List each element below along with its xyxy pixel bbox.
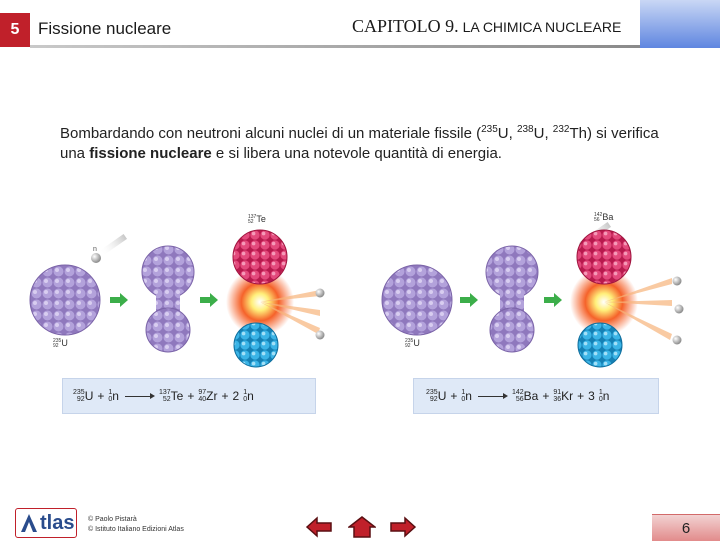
outgoing-neutron	[316, 289, 325, 298]
uranium-symbol: U	[61, 338, 68, 348]
product-nucleus-bottom	[234, 323, 278, 367]
eq-mass: 1	[243, 389, 248, 396]
product-top-mass: 142	[594, 211, 603, 218]
uranium-z: 92	[53, 342, 59, 349]
eq-term: Te	[170, 389, 184, 403]
equation-tellurium	[62, 378, 316, 414]
eq-plus: +	[221, 389, 229, 403]
eq-z: 52	[162, 396, 171, 403]
home-icon	[348, 516, 376, 538]
eq-term: n	[247, 389, 254, 403]
para-sup-3: 232	[552, 124, 570, 135]
eq-mass: 91	[553, 389, 562, 396]
eq-z: 92	[76, 396, 85, 403]
uranium-z: 92	[405, 342, 411, 349]
eq-plus: +	[187, 389, 195, 403]
eq-arrow	[125, 396, 153, 397]
eq-term: Ba	[523, 389, 539, 403]
eq-z: 92	[429, 396, 438, 403]
uranium-nucleus	[382, 265, 452, 335]
neutron-label-in: n	[93, 246, 97, 253]
para-bold: fissione nucleare	[89, 145, 212, 162]
eq-z: 0	[108, 396, 113, 403]
eq-plus: +	[577, 389, 585, 403]
reaction-arrow-1	[110, 293, 128, 307]
outgoing-neutron	[675, 305, 684, 314]
corner-decoration	[640, 0, 720, 48]
eq-plus: +	[97, 389, 105, 403]
eq-z: 40	[198, 396, 207, 403]
product-top-symbol: Te	[256, 214, 266, 224]
eq-plus: +	[450, 389, 458, 403]
copyright-line-1: © Paolo Pistarà	[88, 516, 137, 523]
eq-term: n	[112, 389, 119, 403]
para-text-5: e si libera una notevole quantità di energia.	[211, 145, 502, 162]
eq-mass: 235	[73, 389, 85, 396]
eq-z: 0	[461, 396, 466, 403]
eq-term: U	[437, 389, 447, 403]
eq-term: Kr	[561, 389, 574, 403]
chapter-heading	[352, 16, 621, 37]
eq-mass: 1	[461, 389, 466, 396]
section-number: 5	[10, 21, 20, 38]
eq-term: Zr	[206, 389, 218, 403]
deforming-nucleus-bottom	[490, 308, 534, 352]
reaction-arrow-2	[544, 293, 562, 307]
product-nucleus-top	[233, 230, 287, 284]
chapter-subtitle: LA CHIMICA NUCLEARE	[458, 19, 622, 35]
eq-z: 0	[598, 396, 603, 403]
copyright	[88, 515, 184, 535]
eq-term: U	[84, 389, 94, 403]
outgoing-neutron	[316, 331, 325, 340]
deforming-nucleus-top	[486, 246, 538, 298]
home-button[interactable]	[348, 516, 376, 538]
next-button[interactable]	[389, 516, 417, 538]
product-top-label	[248, 214, 266, 225]
previous-button[interactable]	[305, 516, 333, 538]
uranium-label	[53, 338, 68, 349]
deforming-nucleus-bottom	[146, 308, 190, 352]
eq-mass: 142	[511, 389, 524, 396]
outgoing-neutron	[673, 277, 682, 286]
copyright-line-2: © Istituto Italiano Edizioni Atlas	[88, 526, 184, 533]
intro-paragraph	[60, 120, 680, 164]
para-text-1: Bombardando con neutroni alcuni nuclei di un materiale fissile (	[60, 125, 482, 142]
uranium-mass: 235	[53, 337, 62, 344]
uranium-label	[405, 338, 420, 349]
eq-mass: 137	[158, 389, 171, 396]
eq-term: n	[465, 389, 472, 403]
section-title: Fissione nucleare	[38, 19, 172, 38]
outgoing-neutron	[673, 336, 682, 345]
eq-arrow	[478, 396, 506, 397]
product-top-symbol: Ba	[602, 212, 614, 222]
chapter-label: CAPITOLO 9.	[352, 16, 459, 36]
atlas-logo-icon	[20, 513, 38, 533]
page-number: 6	[652, 514, 720, 541]
equation-barium	[413, 378, 659, 414]
product-top-z: 56	[594, 216, 600, 223]
eq-term: n	[602, 389, 610, 403]
section-number-badge	[0, 13, 30, 47]
eq-z: 0	[243, 396, 248, 403]
para-text-3: U,	[533, 125, 553, 142]
eq-coefficient: 3	[588, 389, 595, 403]
product-nucleus-bottom	[578, 323, 622, 367]
eq-mass: 1	[108, 389, 113, 396]
eq-mass: 97	[198, 389, 207, 396]
eq-mass: 235	[426, 389, 438, 396]
para-text-2: U,	[497, 125, 517, 142]
uranium-symbol: U	[413, 338, 420, 348]
product-top-mass: 137	[248, 213, 257, 220]
eq-z: 56	[515, 396, 524, 403]
reaction-arrow-2	[200, 293, 218, 307]
header-divider	[30, 45, 640, 48]
uranium-mass: 235	[405, 337, 414, 344]
product-nucleus-top	[577, 230, 631, 284]
deforming-nucleus-top	[142, 246, 194, 298]
reaction-arrow-1	[460, 293, 478, 307]
uranium-nucleus	[30, 265, 100, 335]
incoming-neutron	[91, 253, 101, 263]
eq-mass: 1	[598, 389, 603, 396]
product-top-z: 52	[248, 218, 254, 225]
eq-z: 36	[553, 396, 562, 403]
para-sup-1: 235	[481, 124, 498, 135]
product-top-label	[594, 212, 613, 223]
para-sup-2: 238	[516, 124, 534, 135]
atlas-logo-text: tlas	[40, 511, 75, 534]
para-text-4: Th) si verifica una	[60, 125, 659, 162]
eq-plus: +	[542, 389, 550, 403]
arrow-left-icon	[305, 516, 333, 538]
atlas-logo	[15, 508, 77, 538]
arrow-right-icon	[389, 516, 417, 538]
eq-coefficient: 2	[232, 389, 240, 403]
